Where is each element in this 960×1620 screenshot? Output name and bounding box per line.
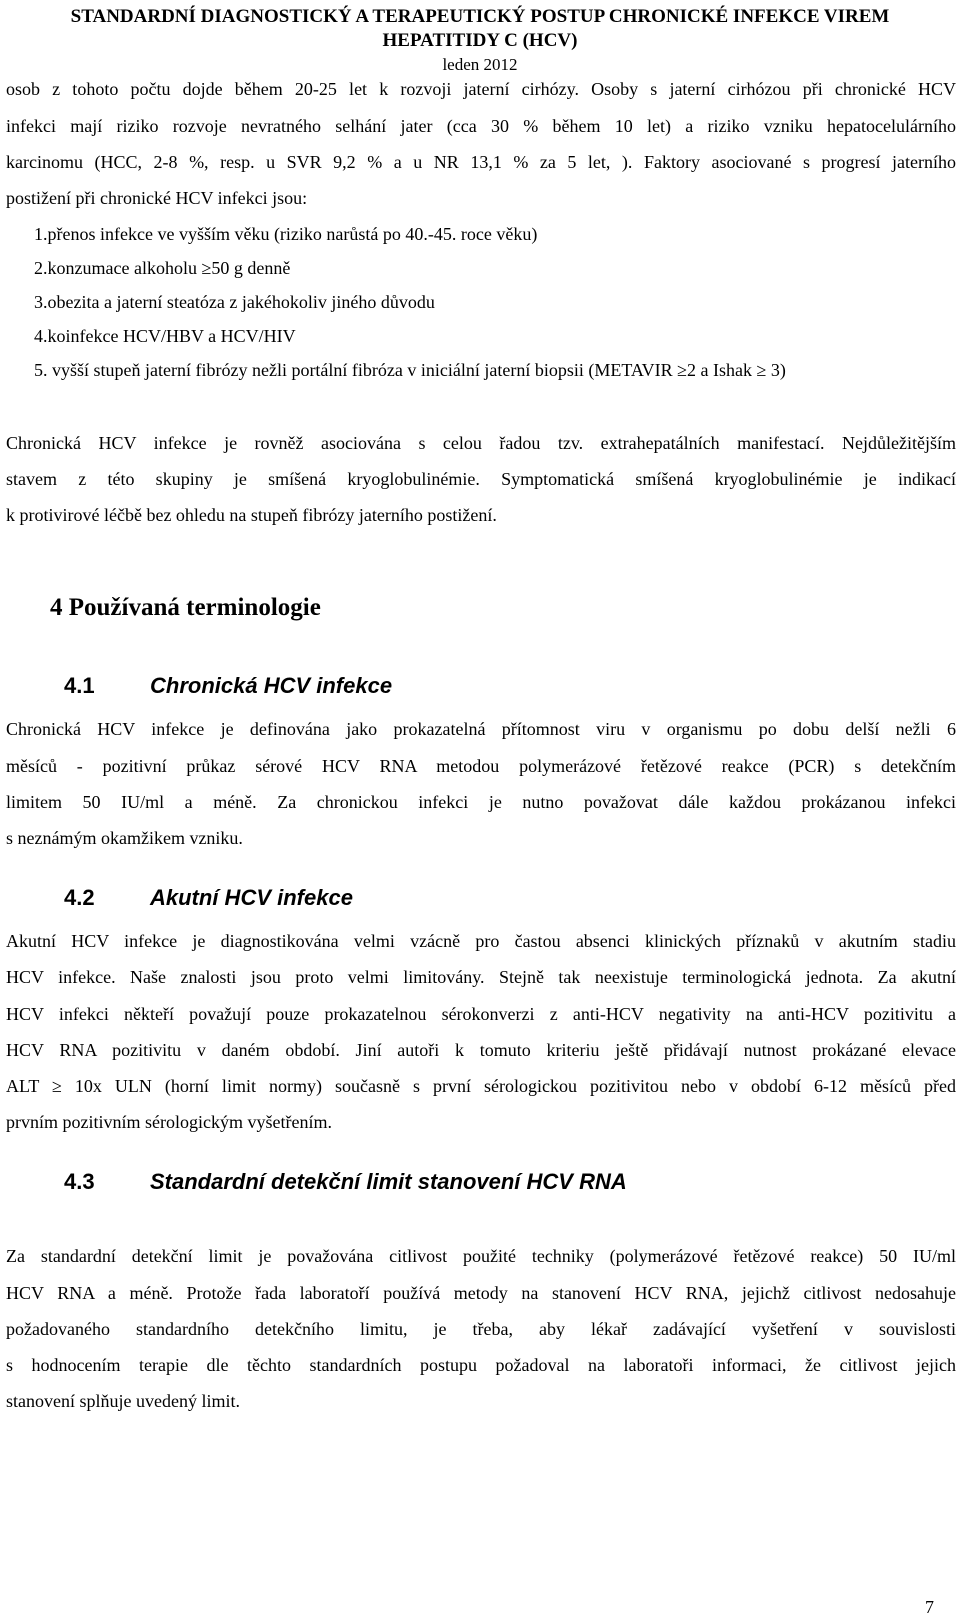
section-4-1-line-2: měsíců - pozitivní průkaz sérové HCV RNA metodou polymerázové řetězové reakce (PCR) s detekčním	[6, 756, 956, 776]
section-4-2-line-3: HCV infekci někteří považují pouze prokazatelnou sérokonverzi z anti-HCV negativity na anti-HCV pozitivitu a	[6, 1004, 956, 1024]
section-4-2-line-5: ALT ≥ 10x ULN (horní limit normy) současně s první sérologickou pozitivitou nebo v období 6-12 měsíců před	[6, 1076, 956, 1096]
factor-item-4: 4.koinfekce HCV/HBV a HCV/HIV	[34, 326, 296, 346]
factor-item-3: 3.obezita a jaterní steatóza z jakéhokoliv jiného důvodu	[34, 292, 435, 312]
section-4-2-title: Akutní HCV infekce	[150, 885, 353, 910]
section-4-1-line-4: s neznámým okamžikem vzniku.	[6, 828, 243, 848]
factor-item-2: 2.konzumace alkoholu ≥50 g denně	[34, 258, 291, 278]
section-4-2-line-1: Akutní HCV infekce je diagnostikována velmi vzácně pro častou absenci klinických příznaků v akutním stadiu	[6, 931, 956, 951]
intro-line-4: postižení při chronické HCV infekci jsou:	[6, 188, 308, 208]
section-4-1-line-1: Chronická HCV infekce je definována jako prokazatelná přítomnost viru v organismu po dobu delší nežli 6	[6, 719, 956, 739]
section-4-3-title: Standardní detekční limit stanovení HCV RNA	[150, 1169, 627, 1194]
section-4-heading: 4 Používaná terminologie	[50, 594, 321, 621]
section-4-1-heading	[64, 672, 392, 700]
section-4-3-line-2: HCV RNA a méně. Protože řada laboratoří používá metody na stanovení HCV RNA, jejichž citlivost nedosahuje	[6, 1283, 956, 1303]
section-4-2-line-6: prvním pozitivním sérologickým vyšetřením.	[6, 1112, 332, 1132]
header-title-line1: STANDARDNÍ DIAGNOSTICKÝ A TERAPEUTICKÝ POSTUP CHRONICKÉ INFEKCE VIREM	[70, 6, 890, 27]
page-number: 7	[925, 1597, 934, 1617]
section-4-1-title: Chronická HCV infekce	[150, 673, 393, 698]
section-4-3-line-3: požadovaného standardního detekčního limitu, je třeba, aby lékař zadávající vyšetření v souvislosti	[6, 1319, 956, 1339]
factor-item-1: 1.přenos infekce ve vyšším věku (riziko narůstá po 40.-45. roce věku)	[34, 224, 538, 244]
section-4-2-number: 4.2	[64, 885, 95, 910]
section-4-2-line-4: HCV RNA pozitivitu v daném období. Jiní autoři k tomuto kriteriu ještě přidávají nutnost prokázané elevace	[6, 1040, 956, 1060]
intro-line-2: infekci mají riziko rozvoje nevratného selhání jater (cca 30 % během 10 let) a riziko vzniku hepatocelulárního	[6, 116, 956, 136]
extrahepatic-line-3: k protivirové léčbě bez ohledu na stupeň fibrózy jaterního postižení.	[6, 505, 497, 525]
intro-line-1: osob z tohoto počtu dojde během 20-25 let k rozvoji jaterní cirhózy. Osoby s jaterní cirhózou při chronické HCV	[6, 79, 956, 99]
section-4-2-line-2: HCV infekce. Naše znalosti jsou proto velmi limitovány. Stejně tak neexistuje terminologická jednota. Za akutní	[6, 967, 956, 987]
section-4-1-line-3: limitem 50 IU/ml a méně. Za chronickou infekci je nutno považovat dále každou prokázanou infekci	[6, 792, 956, 812]
header-title-line2: HEPATITIDY C (HCV)	[382, 30, 578, 51]
section-4-3-heading	[64, 1168, 627, 1196]
factor-item-5: 5. vyšší stupeň jaterní fibrózy nežli portální fibróza v iniciální jaterní biopsii (METAVIR ≥2 a Ishak ≥ 3)	[34, 360, 786, 380]
extrahepatic-line-2: stavem z této skupiny je smíšená kryoglobulinémie. Symptomatická smíšená kryoglobulinémie je indikací	[6, 469, 956, 489]
section-4-3-number: 4.3	[64, 1169, 95, 1194]
section-4-3-line-4: s hodnocením terapie dle těchto standardních postupu požadoval na laboratoři informaci, že citlivost jejich	[6, 1355, 956, 1375]
section-4-3-line-1: Za standardní detekční limit je považována citlivost použité techniky (polymerázové řetězové reakce) 50 IU/ml	[6, 1246, 956, 1266]
intro-line-3: karcinomu (HCC, 2-8 %, resp. u SVR 9,2 % a u NR 13,1 % za 5 let, ). Faktory asociované s progresí jaterního	[6, 152, 956, 172]
section-4-1-number: 4.1	[64, 673, 95, 698]
section-4-2-heading	[64, 884, 353, 912]
section-4-3-line-5: stanovení splňuje uvedený limit.	[6, 1391, 240, 1411]
extrahepatic-line-1: Chronická HCV infekce je rovněž asociována s celou řadou tzv. extrahepatálních manifestací. Nejdůležitějším	[6, 433, 956, 453]
header-date: leden 2012	[442, 55, 518, 74]
